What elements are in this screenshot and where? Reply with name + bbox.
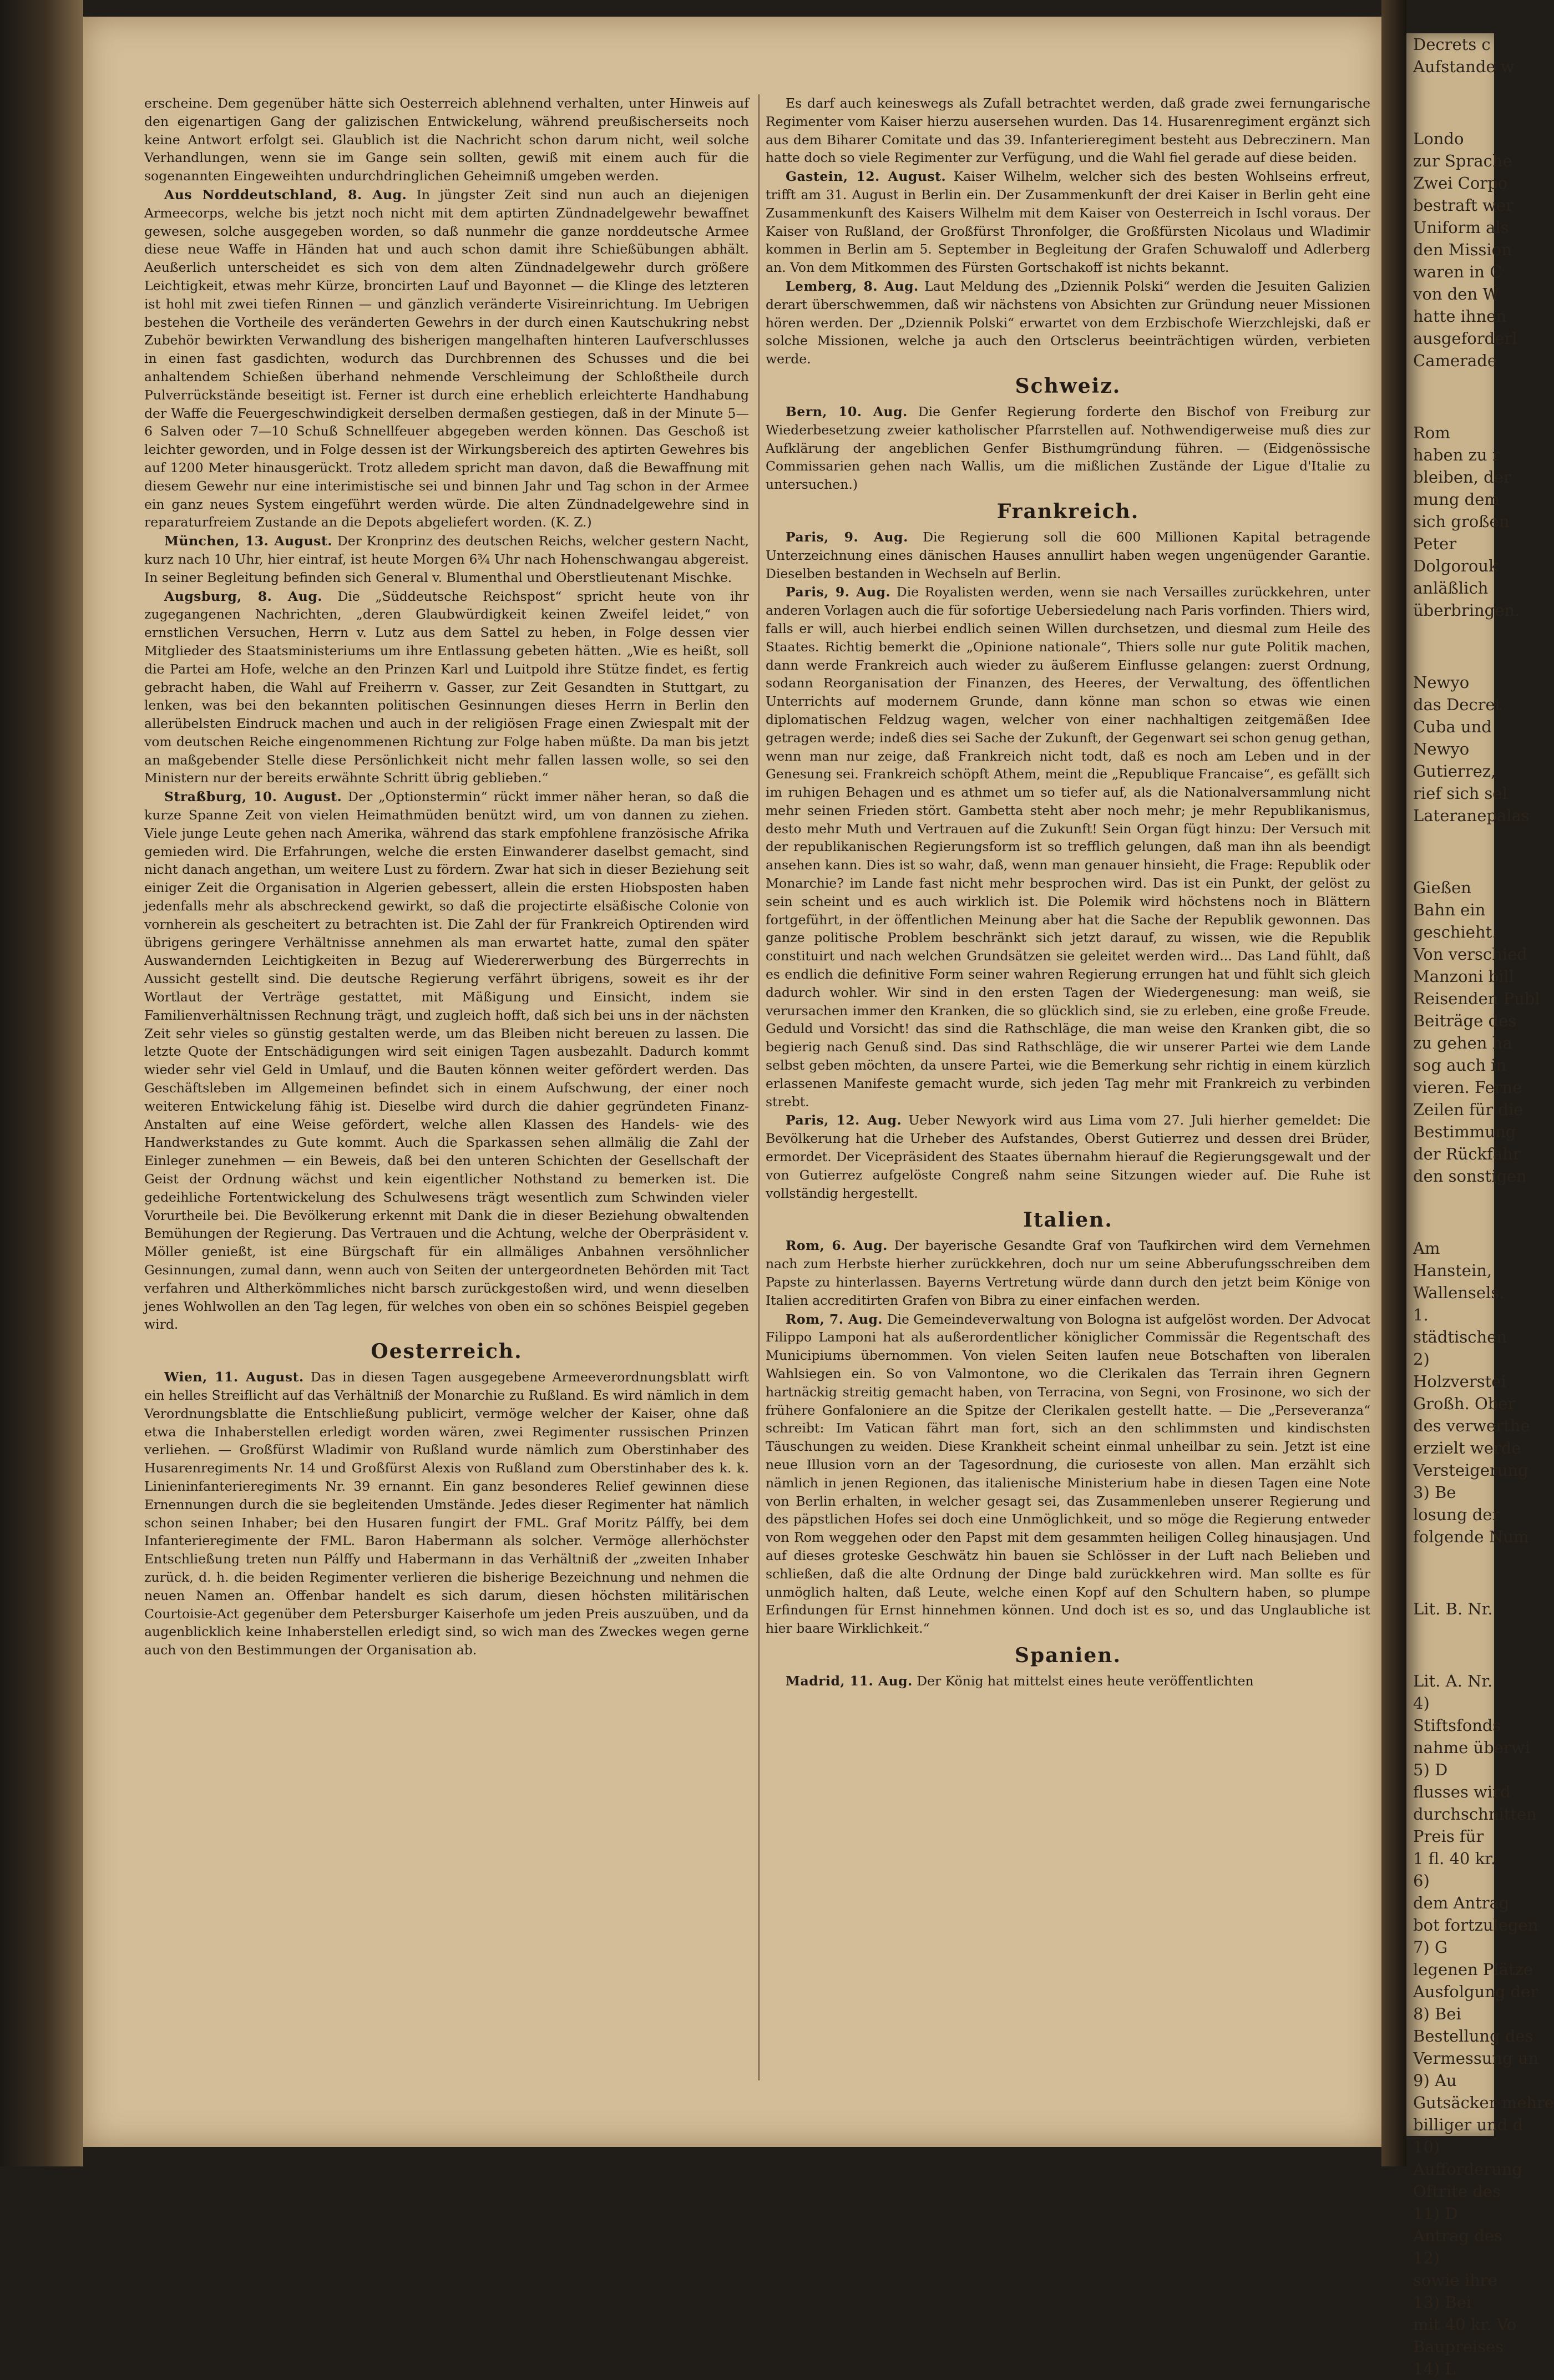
- next-page-fragment: 11) D: [1413, 2204, 1458, 2223]
- paragraph-text: Die Genfer Regierung forderte den Bischof von Freiburg zur Wiederbesetzung zweier katholischer Pfarrstellen auf. Nothwendigerweise muß dies zur Aufklärung der angeblichen Genfer Bisthumgründung führen. — (Eidgenössische Commissarien gehen nach Wallis, um die mißlichen Zustände der Ligue d'Italie zu untersuchen.): [766, 403, 1370, 493]
- next-page-fragment: Antrag des: [1413, 2226, 1502, 2245]
- next-page-fragment: erzielt werde: [1413, 1439, 1521, 1457]
- next-page-fragment: Holzverstei: [1413, 1372, 1506, 1391]
- next-page-fragment: 14) L: [1413, 2359, 1456, 2378]
- next-page-fragment: nahme überwi: [1413, 1738, 1530, 1757]
- news-paragraph: [144, 94, 749, 185]
- next-page-fragment: 13) Bei: [1413, 2293, 1472, 2312]
- paragraph-text: Die Regierung soll die 600 Millionen Kapital betragende Unterzeichnung eines dänischen Hauses annullirt haben wegen ungenügender Garantie. Dieselben bestanden in Wechseln auf Berlin.: [766, 529, 1370, 581]
- section-heading: Frankreich.: [996, 499, 1140, 523]
- next-page-fragment: mit 40 kr. Vo: [1413, 2315, 1517, 2334]
- next-page-fragment: zur Sprache: [1413, 151, 1512, 170]
- dateline: Paris, 9. Aug.: [786, 529, 908, 545]
- news-paragraph: [144, 186, 749, 531]
- section-heading: Oesterreich.: [371, 1340, 523, 1364]
- section-heading: Italien.: [1023, 1208, 1113, 1232]
- next-page-fragment: sowie ihre: [1413, 2271, 1497, 2290]
- next-page-fragment: Reisenden Publ: [1413, 989, 1540, 1008]
- next-page-fragment: Newyo: [1413, 673, 1470, 692]
- next-page-fragment: [1406, 372, 1494, 422]
- paragraph-text: Kaiser Wilhelm, welcher sich des besten Wohlseins erfreut, trifft am 31. August in Berlin ein. Der Zusammenkunft der drei Kaiser in Berlin geht eine Zusammenkunft des Kaisers Wilhelm mit dem Kaiser von Oesterreich in Ischl voraus. Der Kaiser von Rußland, der Großfürst Thronfolger, die Großfürsten Nicolaus und Wladimir kommen in Berlin am 5. September in Begleitung der Grafen Schuwaloff und Adlerberg an. Von dem Mitkommen des Fürsten Gortschakoff ist nichts bekannt.: [766, 169, 1370, 276]
- news-paragraph: [766, 1111, 1370, 1202]
- next-page-fragment: 2): [1413, 1350, 1430, 1369]
- dateline: Gastein, 12. August.: [786, 169, 946, 185]
- news-paragraph: [766, 528, 1370, 583]
- next-page-fragment: 1 fl. 40 kr.: [1413, 1849, 1496, 1868]
- next-page-fragment: sog auch in: [1413, 1056, 1507, 1075]
- next-page-fragment: 8) Bei: [1413, 2004, 1461, 2023]
- next-page-fragment: [1406, 827, 1494, 877]
- next-page-fragment: 10): [1413, 2138, 1440, 2156]
- next-page-fragment: bestraft wer: [1413, 196, 1513, 215]
- news-paragraph: [766, 277, 1370, 368]
- next-page-fragment: durchschnitten: [1413, 1805, 1537, 1824]
- section-heading: Schweiz.: [1015, 374, 1121, 398]
- next-page-fragment: sich großen: [1413, 512, 1510, 531]
- next-page-fragment: Londo: [1413, 129, 1464, 148]
- next-page-fragment: hatte ihnen: [1413, 307, 1507, 326]
- next-page-fragment: Cuba und: [1413, 717, 1492, 736]
- news-paragraph: [766, 403, 1370, 494]
- next-page-fragment: der Rückfahr: [1413, 1145, 1521, 1163]
- next-page-fragment: den sonstigen: [1413, 1167, 1527, 1186]
- next-page-fragment: Manzoni bill: [1413, 967, 1514, 986]
- news-paragraph: [766, 94, 1370, 167]
- next-page-fragment: 1.: [1413, 1305, 1429, 1324]
- paragraph-text: Der „Optionstermin“ rückt immer näher heran, so daß die kurze Spanne Zeit von vielen Heimathmüden benützt wird, um von dannen zu ziehen. Viele junge Leute gehen nach Amerika, während das stark empfohlene französische Afrika gemieden wird. Die Erfahrungen, welche die ersten Einwanderer daselbst gemacht, sind nicht danach angethan, um weitere Lust zu fördern. Zwar hat sich in dieser Beziehung seit einiger Zeit die Organisation in Algerien gebessert, allein die ersten Hiobsposten haben jedenfalls mehr als abschreckend gewirkt, so daß die projectirte elsäßische Colonie von vornherein als gescheitert zu betrachten ist. Die Zahl der für Frankreich Optirenden wird übrigens geringere Verhältnisse annehmen als man erwartet hatte, zumal den später Auswandernden Leichtigkeiten in Bezug auf Wiedererwerbung des Bürgerrechts in Aussicht gestellt sind. Die deutsche Regierung verfährt übrigens, soweit es ihr der Wortlaut der Verträge gestattet, mit Mäßigung und Einsicht, indem sie Familienverhältnissen Rechnung trägt, und zugleich hofft, daß sich bei uns in der nächsten Zeit sehr vieles so günstig gestalten werde, um das Bleiben nicht bereuen zu lassen. Die letzte Quote der Entschädigungen wird seit einigen Tagen ausbezahlt. Dadurch kommt wieder sehr viel Geld in Umlauf, und die Bauten können weiter gefördert werden. Das Geschäftsleben im Allgemeinen befindet sich in einem Aufschwung, der einer noch weiteren Entwickelung fähig ist. Dieselbe wird durch die dahier gegründeten Finanz-Anstalten auf eine Weise gefördert, welche allen Klassen des Handels- wie des Handwerkstandes zu Gute kommt. Auch die Sparkassen sehen allmälig die Zahl der Einleger zunehmen — ein Beweis, daß bei den unteren Schichten der Gesellschaft der Geist der Ordnung wächst und kein eigentlicher Nothstand zu bemerken ist. Die gedeihliche Fortentwickelung des Schulwesens trägt wesentlich zum Schwinden vieler Vorurtheile bei. Die Bevölkerung erkennt mit Dank die in dieser Beziehung obwaltenden Bemühungen der Regierung. Das Vertrauen und die Achtung, welche der Oberpräsident v. Möller genießt, ist eine Bürgschaft für ein allmäliges Anbahnen versöhnlicher Gesinnungen, zumal dann, wenn auch von Seiten der untergeordneten Behörden mit Tact verfahren und Altherkömmliches nicht barsch zurückgestoßen wird, und wenn dieselben jenes Wohlwollen an den Tag legen, für welches von oben ein so schönes Beispiel gegeben wird.: [144, 789, 749, 1333]
- next-page-fragment: rief sich sel: [1413, 784, 1507, 803]
- paragraph-text: Der Kronprinz des deutschen Reichs, welcher gestern Nacht, kurz nach 10 Uhr, hier eintraf, ist heute Morgen 6¾ Uhr nach Hohenschwangau abgereist. In seiner Begleitung befinden sich General v. Blumenthal und Oberstlieutenant Mischke.: [144, 533, 749, 585]
- dateline: Aus Norddeutschland, 8. Aug.: [164, 186, 407, 202]
- next-page-fragment: Bestimmung: [1413, 1122, 1516, 1141]
- next-page-fragment: mung dem: [1413, 490, 1500, 509]
- next-page-fragment: Rom: [1413, 423, 1450, 442]
- section-heading: Spanien.: [1015, 1643, 1121, 1667]
- dateline: Bern, 10. Aug.: [786, 403, 908, 419]
- next-page-fragment: Gutsäcker mehre: [1413, 2093, 1554, 2112]
- paragraph-text: Die Royalisten werden, wenn sie nach Versailles zurückkehren, unter anderen Vorlagen auch die für sofortige Uebersiedelung nach Paris vorfinden. Thiers wird, falls er will, auch hierbei endlich seinen Willen durchsetzen, und diesmal zum Heile des Staates. Richtig bemerkt die „Opinione nationale“, Thiers solle nur gute Politik machen, dann werde Frankreich auch wieder zu äußerem Einflusse gelangen: zuerst Ordnung, sodann Reorganisation der Finanzen, des Heeres, der Verwaltung, des öffentlichen Unterrichts auf modernem Grunde, dann könne man schon so etwas wie einen diplomatischen Feldzug wagen, welcher von einer nachhaltigen zeitgemäßen Idee getragen werde; indeß dies sei Sache der Zukunft, der Gegenwart sei schon genug gethan, wenn man nur zeige, daß Frankreich nicht todt, daß es noch am Leben und in der Genesung sei. Frankreich schöpft Athem, meint die „Republique Francaise“, es gefällt sich im ruhigen Behagen und es athmet um so tiefer auf, als die Nationalversammlung nicht mehr seinen Frieden stört. Gambetta steht aber noch mehr; je mehr Republikanismus, desto mehr Muth und Vertrauen auf die Zukunft! Sein Organ fügt hinzu: Der Versuch mit der republikanischen Regierungsform ist so trefflich gelungen, daß man ihn als beendigt ansehen kann. Dies ist so wahr, daß, wenn man genauer hinsieht, die Frage: Republik oder Monarchie? im Lande fast nicht mehr besprochen wird. Das ist ein Punkt, der gelöst zu sein scheint und es auch wirklich ist. Die Polemik wird höchstens noch in Blättern fortgeführt, in der öffentlichen Meinung aber hat die Sache der Republik gewonnen. Das ganze politische Problem beschränkt sich jetzt darauf, zu wissen, wie die Republik constituirt und nach welchen Grundsätzen sie geleitet werden wird... Das Land fühlt, daß es endlich die definitive Form seiner wahren Regierung errungen hat und fühlt sich gleich dadurch wohler. Wir sind in den ersten Tagen der Wiedergenesung: man weiß, sie verursachen immer den Kranken, die so glücklich sind, sie zu erleben, eine große Freude. Geduld und Vorsicht! das sind die Rathschläge, die man weise den Kranken gibt, die so begierig nach Genuß sind. Das sind Rathschläge, die wir unserer Partei wie dem Lande selbst geben möchten, da unsere Partei, wie die Bemerkung sehr richtig in einem kürzlich erlassenen Manifeste gemacht wurde, sich jeden Tag mehr mit Frankreich zu verbinden strebt.: [766, 584, 1370, 1110]
- news-paragraph: [766, 168, 1370, 277]
- paragraph-text: Die Gemeindeverwaltung von Bologna ist aufgelöst worden. Der Advocat Filippo Lamponi hat als außerordentlicher königlicher Commissär die Regentschaft des Municipiums übernommen. Von vielen Seiten laufen neue Botschaften von liberalen Wahlsiegen ein. So von Valmontone, wo die Clerikalen das Terrain ihren Gegnern hartnäckig streitig gemacht haben, von Terracina, von Segni, von Frosinone, wo sich der frühere Gonfaloniere an die Spitze der Clerikalen gestellt hatte. — Die „Perseveranza“ schreibt: Im Vatican fährt man fort, sich an den schlimmsten und kindischsten Täuschungen zu weiden. Diese Krankheit scheint einmal unheilbar zu sein. Jetzt ist eine neue Illusion vorn an der Tagesordnung, die curioseste von allen. Man erzählt sich nämlich in jenen Regionen, das italienische Ministerium habe in diesen Tagen eine Note von Berlin erhalten, in welcher gesagt sei, das Zusammenleben unserer Regierung und des päpstlichen Hofes sei doch eine Unmöglichkeit, und so möge die Regierung entweder von Rom weggehen oder den Papst mit dem gesammten heiligen Colleg hinausjagen. Und auf dieses groteske Geschwätz hin bauen sie Schlösser in der Luft nach Belieben und schließen, daß die alte Ordnung der Dinge bald zurückkehren wird. Man sollte es für unmöglich halten, daß Leute, welche einen Kopf auf den Schultern haben, so plumpe Erfindungen für Ernst hinnehmen können. Und doch ist es so, und das Unglaubliche ist hier baare Wirklichkeit.“: [766, 1311, 1370, 1637]
- next-page-fragment: 7) G: [1413, 1938, 1448, 1957]
- next-page-fragment: haben zu r: [1413, 445, 1500, 464]
- paragraph-text: Der König hat mittelst eines heute veröffentlichten: [917, 1673, 1254, 1689]
- paragraph-text: Es darf auch keineswegs als Zufall betrachtet werden, daß grade zwei fernungarische Regimenter vom Kaiser hierzu ausersehen wurden. Das 14. Husarenregiment ergänzt sich aus dem Biharer Comitate und das 39. Infanterieregiment besteht aus Debreczinern. Man hatte doch so viele Regimenter zur Verfügung, und die Wahl fiel gerade auf diese beiden.: [766, 95, 1370, 166]
- next-page-fragment: Ausfolgung der: [1413, 1982, 1538, 2001]
- next-page-fragment: Beiträge des: [1413, 1011, 1517, 1030]
- next-page-fragment: [1406, 1187, 1494, 1237]
- next-page-fragment: 5) D: [1413, 1760, 1448, 1779]
- news-paragraph: [766, 583, 1370, 1111]
- paragraph-text: Der bayerische Gesandte Graf von Taufkirchen wird dem Vernehmen nach zum Herbste hierher zurückkehren, doch nur um seine Abberufungsschreiben dem Papste zu hinterlassen. Bayerns Vertretung würde dann durch den jetzt beim Könige von Italien accreditirten Grafen von Bibra zu einer einfachen werden.: [766, 1238, 1370, 1308]
- next-page-fragment: Gießen: [1413, 878, 1471, 897]
- next-page-fragment: Oftrite des: [1413, 2182, 1501, 2201]
- next-page-fragment: 3) Be: [1413, 1483, 1456, 1502]
- next-page-fragment: 12): [1413, 2249, 1440, 2267]
- next-page-fragment: bot fortzulegen: [1413, 1916, 1538, 1935]
- dateline: Paris, 9. Aug.: [786, 584, 891, 600]
- next-page-fragment: Bestellung des: [1413, 2027, 1533, 2045]
- next-page-fragment: Baupreises: [1413, 2337, 1504, 2356]
- next-page-fragment: Großh. Ober: [1413, 1394, 1516, 1413]
- next-page-fragment: Bahn ein: [1413, 900, 1486, 919]
- next-page-fragment: [1406, 1548, 1494, 1598]
- next-page-fragment: 9) Au: [1413, 2071, 1457, 2090]
- next-page-edge: [1406, 33, 1554, 2378]
- next-page-fragment: Dolgorouk: [1413, 556, 1499, 575]
- next-page-fragment: Lit. B. Nr.: [1413, 1599, 1493, 1618]
- dateline: Madrid, 11. Aug.: [786, 1673, 913, 1689]
- book-binding-shadow: [0, 0, 83, 2166]
- next-page-fragment: legenen Plätze: [1413, 1960, 1533, 1979]
- news-paragraph: [766, 1237, 1370, 1309]
- next-page-fragment: Wallensels.: [1413, 1283, 1505, 1302]
- paragraph-text: Laut Meldung des „Dziennik Polski“ werden die Jesuiten Galizien derart überschwemmen, daß wir nächstens von Absichten zur Gründung neuer Missionen hören werden. Der „Dziennik Polski“ erwartet von dem Erzbischofe Wierzchlejski, daß er solche Missionen, welche ja auch den Ortsclerus beeinträchtigen würden, verbieten werde.: [766, 278, 1371, 367]
- next-page-fragment: städtischen: [1413, 1328, 1507, 1346]
- next-page-fragment: überbringen.: [1413, 601, 1520, 620]
- next-page-fragment: Peter: [1413, 534, 1457, 553]
- next-page-fragment: anläßlich: [1413, 579, 1489, 597]
- next-page-fragment: ausgeforderl: [1413, 329, 1517, 348]
- news-paragraph: [766, 1672, 1370, 1690]
- dateline: Straßburg, 10. August.: [164, 789, 342, 805]
- next-page-fragment: bleiben, der: [1413, 468, 1511, 487]
- next-page-fragment: 6): [1413, 1871, 1430, 1890]
- next-page-fragment: dem Antrag: [1413, 1893, 1510, 1912]
- next-page-fragment: Gutierrez,: [1413, 762, 1496, 781]
- next-page-fragment: Decrets c: [1413, 35, 1491, 54]
- dateline: Rom, 7. Aug.: [786, 1311, 883, 1327]
- next-page-fragment: Aufforderung: [1413, 2160, 1523, 2179]
- dateline: Rom, 6. Aug.: [786, 1238, 888, 1254]
- paragraph-text: In jüngster Zeit sind nun auch an diejenigen Armeecorps, welche bis jetzt noch nicht mit dem aptirten Zündnadelgewehr bewaffnet gewesen, solche ausgegeben worden, so daß nunmehr die ganze norddeutsche Armee diese neue Waffe in Händen hat und auch schon damit ihre Schießübungen abhält. Aeußerlich unterscheidet es sich von dem alten Zündnadelgewehr durch größere Leichtigkeit, etwas mehr Kürze, broncirten Lauf und Bayonnet — die Klinge des letzteren ist hohl mit zwei tiefen Rinnen — und gänzlich veränderte Visireinrichtung. Im Uebrigen bestehen die Vortheile des veränderten Gewehrs in der durch einen Kautschukring nebst Zubehör bewirkten Verwandlung des bisherigen mangelhaften hinteren Laufverschlusses in einen fast gasdichten, wodurch das Durchbrennen des Schusses und die bei anhaltendem Schießen überhand nehmende Verschleimung der Schloßtheile durch Pulverrückstände beseitigt ist. Ferner ist durch eine erheblich erleichterte Handhabung der Waffe die Feuergeschwindigkeit derselben dermaßen gestiegen, daß in der Minute 5—6 Salven oder 7—10 Schuß Schnellfeuer abgegeben werden können. Das Geschoß ist leichter geworden, und in Folge dessen ist der Wirkungsbereich des aptirten Gewehres bis auf 1200 Meter hinausgerückt. Trotz alledem spricht man davon, daß die Bewaffnung mit diesem Gewehr nur eine interimistische sei und binnen Jahr und Tag schon in der Armee ein ganz neues System eingeführt werden würde. Die alten Zündnadelgewehre sind in reparaturfreiem Zustande an die Depots abgeliefert worden. (K. Z.): [144, 186, 749, 530]
- dateline: Lemberg, 8. Aug.: [786, 278, 919, 294]
- next-page-fragment: das Decret: [1413, 695, 1502, 714]
- next-page-fragment: Stiftsfonds: [1413, 1716, 1501, 1735]
- right-column: [766, 94, 1370, 2092]
- next-page-fragment: des verwerthe: [1413, 1416, 1530, 1435]
- paragraph-text: Das in diesen Tagen ausgegebene Armeeverordnungsblatt wirft ein helles Streiflicht auf das Verhältniß der Monarchie zu Rußland. Es wird nämlich in dem Verordnungsblatte die Entschließung publicirt, vermöge welcher der Kaiser, ohne daß etwa die Inhaberstellen erledigt worden wären, zwei Regimenter russischen Prinzen verliehen. — Großfürst Wladimir von Rußland wurde nämlich zum Oberstinhaber des Husarenregiments Nr. 14 und Großfürst Alexis von Rußland zum Oberstinhaber des k. k. Linieninfanterieregiments Nr. 39 ernannt. Ein ganz besonderes Relief gewinnen diese Ernennungen durch die sie begleitenden Umstände. Jedes dieser Regimenter hat nämlich schon seinen Inhaber; bei den Husaren fungirt der FML. Graf Moritz Pálffy, bei dem Infanterieregimente der FML. Baron Habermann als solcher. Vermöge allerhöchster Entschließung treten nun Pálffy und Habermann in das Verhältniß der „zweiten Inhaber zurück, d. h. die beiden Regimenter verlieren die bisherige Bezeichnung und nehmen die neuen Namen an. Offenbar handelt es sich darum, diesen höchsten militärischen Courtoisie-Act gegenüber dem Petersburger Kaiserhofe um jeden Preis auszuüben, und da augenblicklich keine Inhaberstellen erledigt sind, so wich man des Zweckes wegen gerne auch von den Bestimmungen der Organisation ab.: [144, 1369, 749, 1658]
- dateline: Augsburg, 8. Aug.: [164, 588, 322, 604]
- next-page-fragment: Vermessung un: [1413, 2049, 1539, 2068]
- next-page-fragment: vieren. Ferne: [1413, 1078, 1522, 1097]
- next-page-fragment: Camerade: [1413, 351, 1497, 370]
- next-page-fragment: geschieht.: [1413, 923, 1497, 941]
- next-page-fragment: Von verschied: [1413, 945, 1527, 964]
- paragraph-text: Ueber Newyork wird aus Lima vom 27. Juli hierher gemeldet: Die Bevölkerung hat die Urheber des Aufstandes, Oberst Gutierrez und dessen drei Brüder, ermordet. Der Vicepräsident des Staates übernahm hierauf die Regierungsgewalt und der von Gutierrez aufgelöste Congreß nahm seine Sitzungen wieder auf. Die Ruhe ist vollständig hergestellt.: [766, 1112, 1370, 1201]
- next-page-fragment: billiger und d: [1413, 2115, 1523, 2134]
- column-divider: [758, 94, 760, 2080]
- news-paragraph: [144, 788, 749, 1334]
- next-page-fragment: zu gehen ha: [1413, 1034, 1512, 1052]
- next-page-fragment: [1406, 621, 1494, 671]
- next-page-fragment: folgende Num: [1413, 1527, 1529, 1546]
- news-paragraph: [144, 532, 749, 586]
- page-gutter: [1381, 0, 1406, 2166]
- next-page-fragment: den Mission: [1413, 240, 1512, 259]
- paragraph-text: erscheine. Dem gegenüber hätte sich Oesterreich ablehnend verhalten, unter Hinweis auf den eigenartigen Gang der galizischen Entwickelung, während preußischerseits noch keine Antwort erfolgt sei. Glaublich ist die Nachricht schon darum nicht, weil solche Verhandlungen, wenn sie im Gange sein sollten, gewiß mit einem auch für die sogenannten Eingeweihten undurchdringlichen Geheimniß umgeben werden.: [144, 95, 749, 184]
- left-column: [144, 94, 749, 2092]
- next-page-fragment: losung der: [1413, 1505, 1500, 1524]
- news-paragraph: [144, 1368, 749, 1659]
- next-page-fragment: Lateranepalas: [1413, 806, 1530, 825]
- next-page-fragment: Lit. A. Nr.: [1413, 1672, 1493, 1690]
- next-page-fragment: flusses wird: [1413, 1783, 1511, 1801]
- dateline: Wien, 11. August.: [164, 1369, 304, 1385]
- next-page-fragment: waren in C: [1413, 262, 1502, 281]
- next-page-fragment: Hanstein,: [1413, 1261, 1492, 1280]
- next-page-fragment: Versteigerung: [1413, 1461, 1528, 1480]
- next-page-fragment: 4): [1413, 1694, 1430, 1713]
- next-page-fragment: Am: [1413, 1239, 1440, 1258]
- next-page-fragment: Uniform als: [1413, 218, 1509, 237]
- next-page-fragment: Zeilen für die: [1413, 1100, 1523, 1119]
- next-page-fragment: [1406, 78, 1494, 128]
- news-paragraph: [766, 1310, 1370, 1638]
- news-paragraph: [144, 588, 749, 788]
- next-page-fragment: Zwei Corpo: [1413, 174, 1508, 193]
- dateline: München, 13. August.: [164, 533, 333, 549]
- next-page-fragment: von den W: [1413, 285, 1500, 303]
- paragraph-text: Die „Süddeutsche Reichspost“ spricht heute von ihr zugegangenen Nachrichten, „deren Glaubwürdigkeit keinen Zweifel leidet,“ von ernstlichen Versuchen, Herrn v. Lutz aus dem Sattel zu heben, in Folge dessen vier Mitglieder des Staatsministeriums um ihre Entlassung gebeten hätten. „Wie es heißt, soll die Partei am Hofe, welche an den Prinzen Karl und Luitpold ihre Stütze findet, es fertig gebracht haben, die Wahl auf Freiherrn v. Gasser, zur Zeit Gesandten in Stuttgart, zu lenken, was bei den bekannten politischen Gesinnungen dieses Herrn in Berlin den allerübelsten Eindruck machen und auch in der religiösen Frage einen Zwiespalt mit der vom deutschen Reiche eingenommenen Richtung zur Folge haben müßte. Da man bis jetzt an maßgebender Stelle diese Persönlichkeit nicht mehr fallen lassen wolle, so sei den Ministern nur der bereits erwähnte Schritt übrig geblieben.“: [144, 588, 749, 786]
- next-page-fragment: [1406, 1620, 1494, 1670]
- next-page-fragment: Aufstande w: [1413, 57, 1515, 76]
- dateline: Paris, 12. Aug.: [786, 1112, 902, 1128]
- next-page-fragment: Newyo: [1413, 740, 1470, 758]
- next-page-fragment: Preis für: [1413, 1827, 1484, 1846]
